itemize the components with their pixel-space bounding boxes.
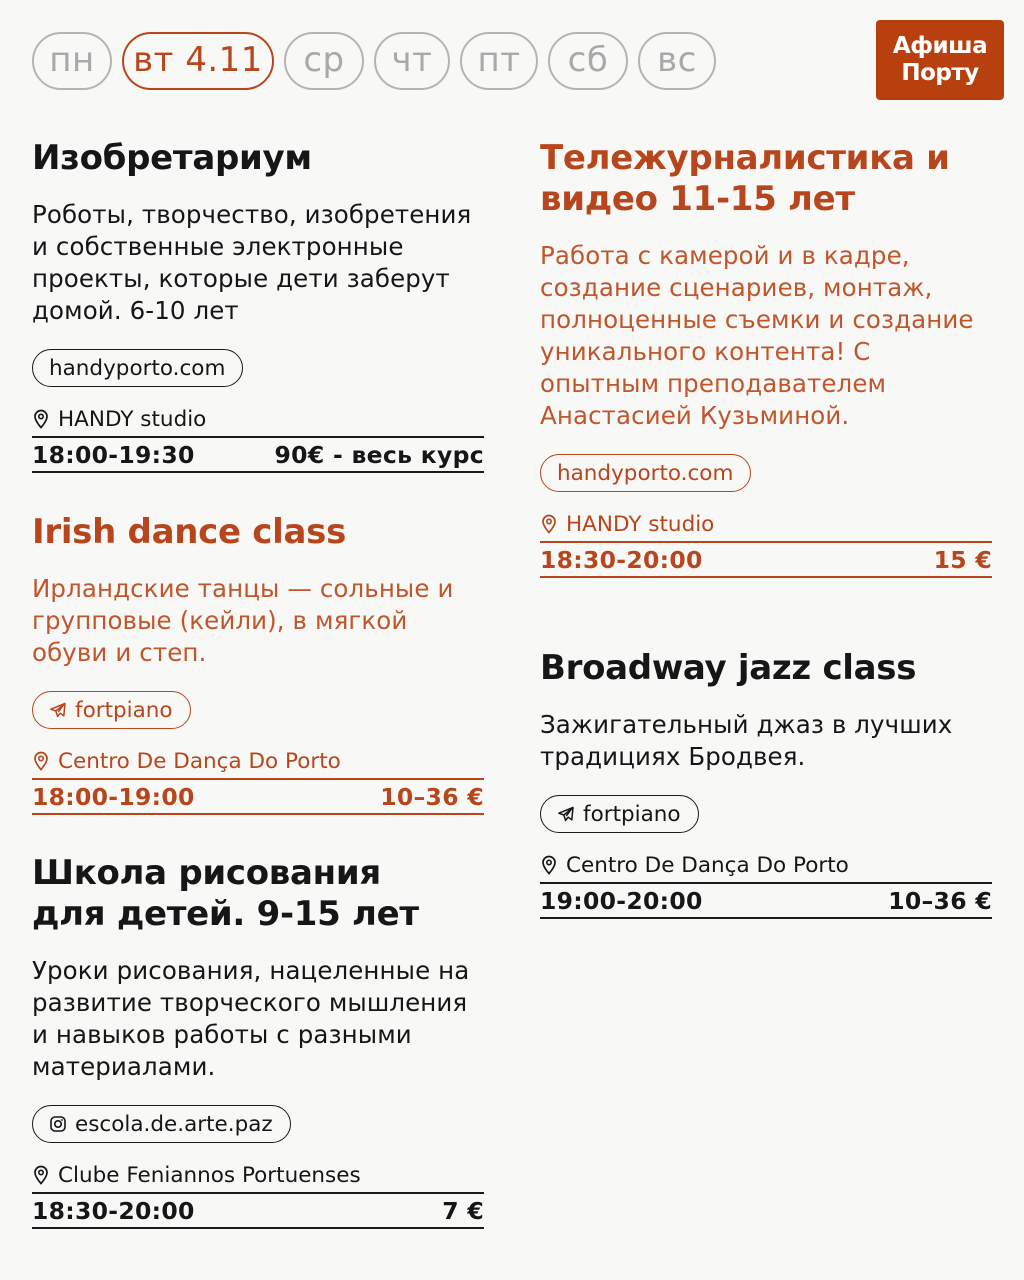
event-time: 18:30-20:00 <box>540 545 703 574</box>
event-title: Broadway jazz class <box>540 648 917 688</box>
logo-line-1: Афиша <box>892 33 988 59</box>
event-description: Роботы, творчество, изобретения и собственные электронные проекты, которые дети заберут домой. 6-10 лет <box>32 200 472 325</box>
event-price: 7 € <box>442 1196 484 1225</box>
event-time-price-row <box>540 882 992 919</box>
event-location <box>32 406 484 432</box>
event-location-label: HANDY studio <box>566 511 715 537</box>
event-card <box>540 648 992 919</box>
event-description: Работа с камерой и в кадре, создание сценариев, монтаж, полноценные съемки и создание уникального контента! С опытным преподавателем Анастасией Кузьминой. <box>540 241 974 430</box>
event-link-label: handyporto.com <box>49 355 226 381</box>
event-title: Irish dance class <box>32 512 347 552</box>
event-time: 18:00-19:30 <box>32 440 195 469</box>
event-location <box>32 748 484 774</box>
day-sun[interactable]: вс <box>638 32 716 90</box>
event-link-tag[interactable] <box>32 349 243 387</box>
event-time: 18:30-20:00 <box>32 1196 195 1225</box>
location-pin-icon <box>32 751 50 771</box>
event-price: 10–36 € <box>888 886 992 915</box>
telegram-icon <box>557 805 575 823</box>
event-location-label: Centro De Dança Do Porto <box>58 748 341 774</box>
event-time-price-row <box>32 1192 484 1229</box>
event-link-tag[interactable] <box>32 691 191 729</box>
location-pin-icon <box>32 1165 50 1185</box>
day-tue-selected[interactable]: вт 4.11 <box>122 32 274 90</box>
afisha-porto-logo <box>876 20 1004 100</box>
event-location-label: Centro De Dança Do Porto <box>566 852 849 878</box>
day-wed[interactable]: ср <box>284 32 364 90</box>
event-link-label: fortpiano <box>75 697 173 723</box>
event-description: Зажигательный джаз в лучших традициях Бродвея. <box>540 710 953 771</box>
event-card <box>32 138 484 473</box>
event-time-price-row <box>32 436 484 473</box>
event-location <box>540 511 992 537</box>
event-description: Ирландские танцы — сольные и групповые (кейли), в мягкой обуви и степ. <box>32 574 454 667</box>
event-link-tag[interactable] <box>540 795 699 833</box>
event-price: 15 € <box>933 545 992 574</box>
instagram-icon <box>49 1115 67 1133</box>
event-title: Тележурналистика и видео 11-15 лет <box>540 138 950 219</box>
event-link-tag[interactable] <box>540 454 751 492</box>
event-link-label: handyporto.com <box>557 460 734 486</box>
event-price: 10–36 € <box>380 782 484 811</box>
day-sat[interactable]: сб <box>548 32 628 90</box>
event-location-label: Clube Feniannos Portuenses <box>58 1162 361 1188</box>
event-title: Изобретариум <box>32 138 312 178</box>
day-fri[interactable]: пт <box>460 32 538 90</box>
event-description: Уроки рисования, нацеленные на развитие творческого мышления и навыков работы с разными материалами. <box>32 956 470 1081</box>
event-location <box>32 1162 484 1188</box>
event-location-label: HANDY studio <box>58 406 207 432</box>
event-link-tag[interactable] <box>32 1105 291 1143</box>
event-card <box>32 853 484 1229</box>
day-thu[interactable]: чт <box>374 32 450 90</box>
event-card <box>540 138 992 578</box>
location-pin-icon <box>540 514 558 534</box>
location-pin-icon <box>32 409 50 429</box>
event-card <box>32 512 484 815</box>
logo-line-2: Порту <box>901 60 979 86</box>
event-time-price-row <box>32 778 484 815</box>
telegram-icon <box>49 701 67 719</box>
event-link-label: fortpiano <box>583 801 681 827</box>
event-time: 19:00-20:00 <box>540 886 703 915</box>
event-price: 90€ - весь курс <box>274 440 484 469</box>
event-location <box>540 852 992 878</box>
location-pin-icon <box>540 855 558 875</box>
day-mon[interactable]: пн <box>32 32 112 90</box>
event-link-label: escola.de.arte.paz <box>75 1111 273 1137</box>
event-title: Школа рисования для детей. 9-15 лет <box>32 853 419 934</box>
event-time-price-row <box>540 541 992 578</box>
event-time: 18:00-19:00 <box>32 782 195 811</box>
